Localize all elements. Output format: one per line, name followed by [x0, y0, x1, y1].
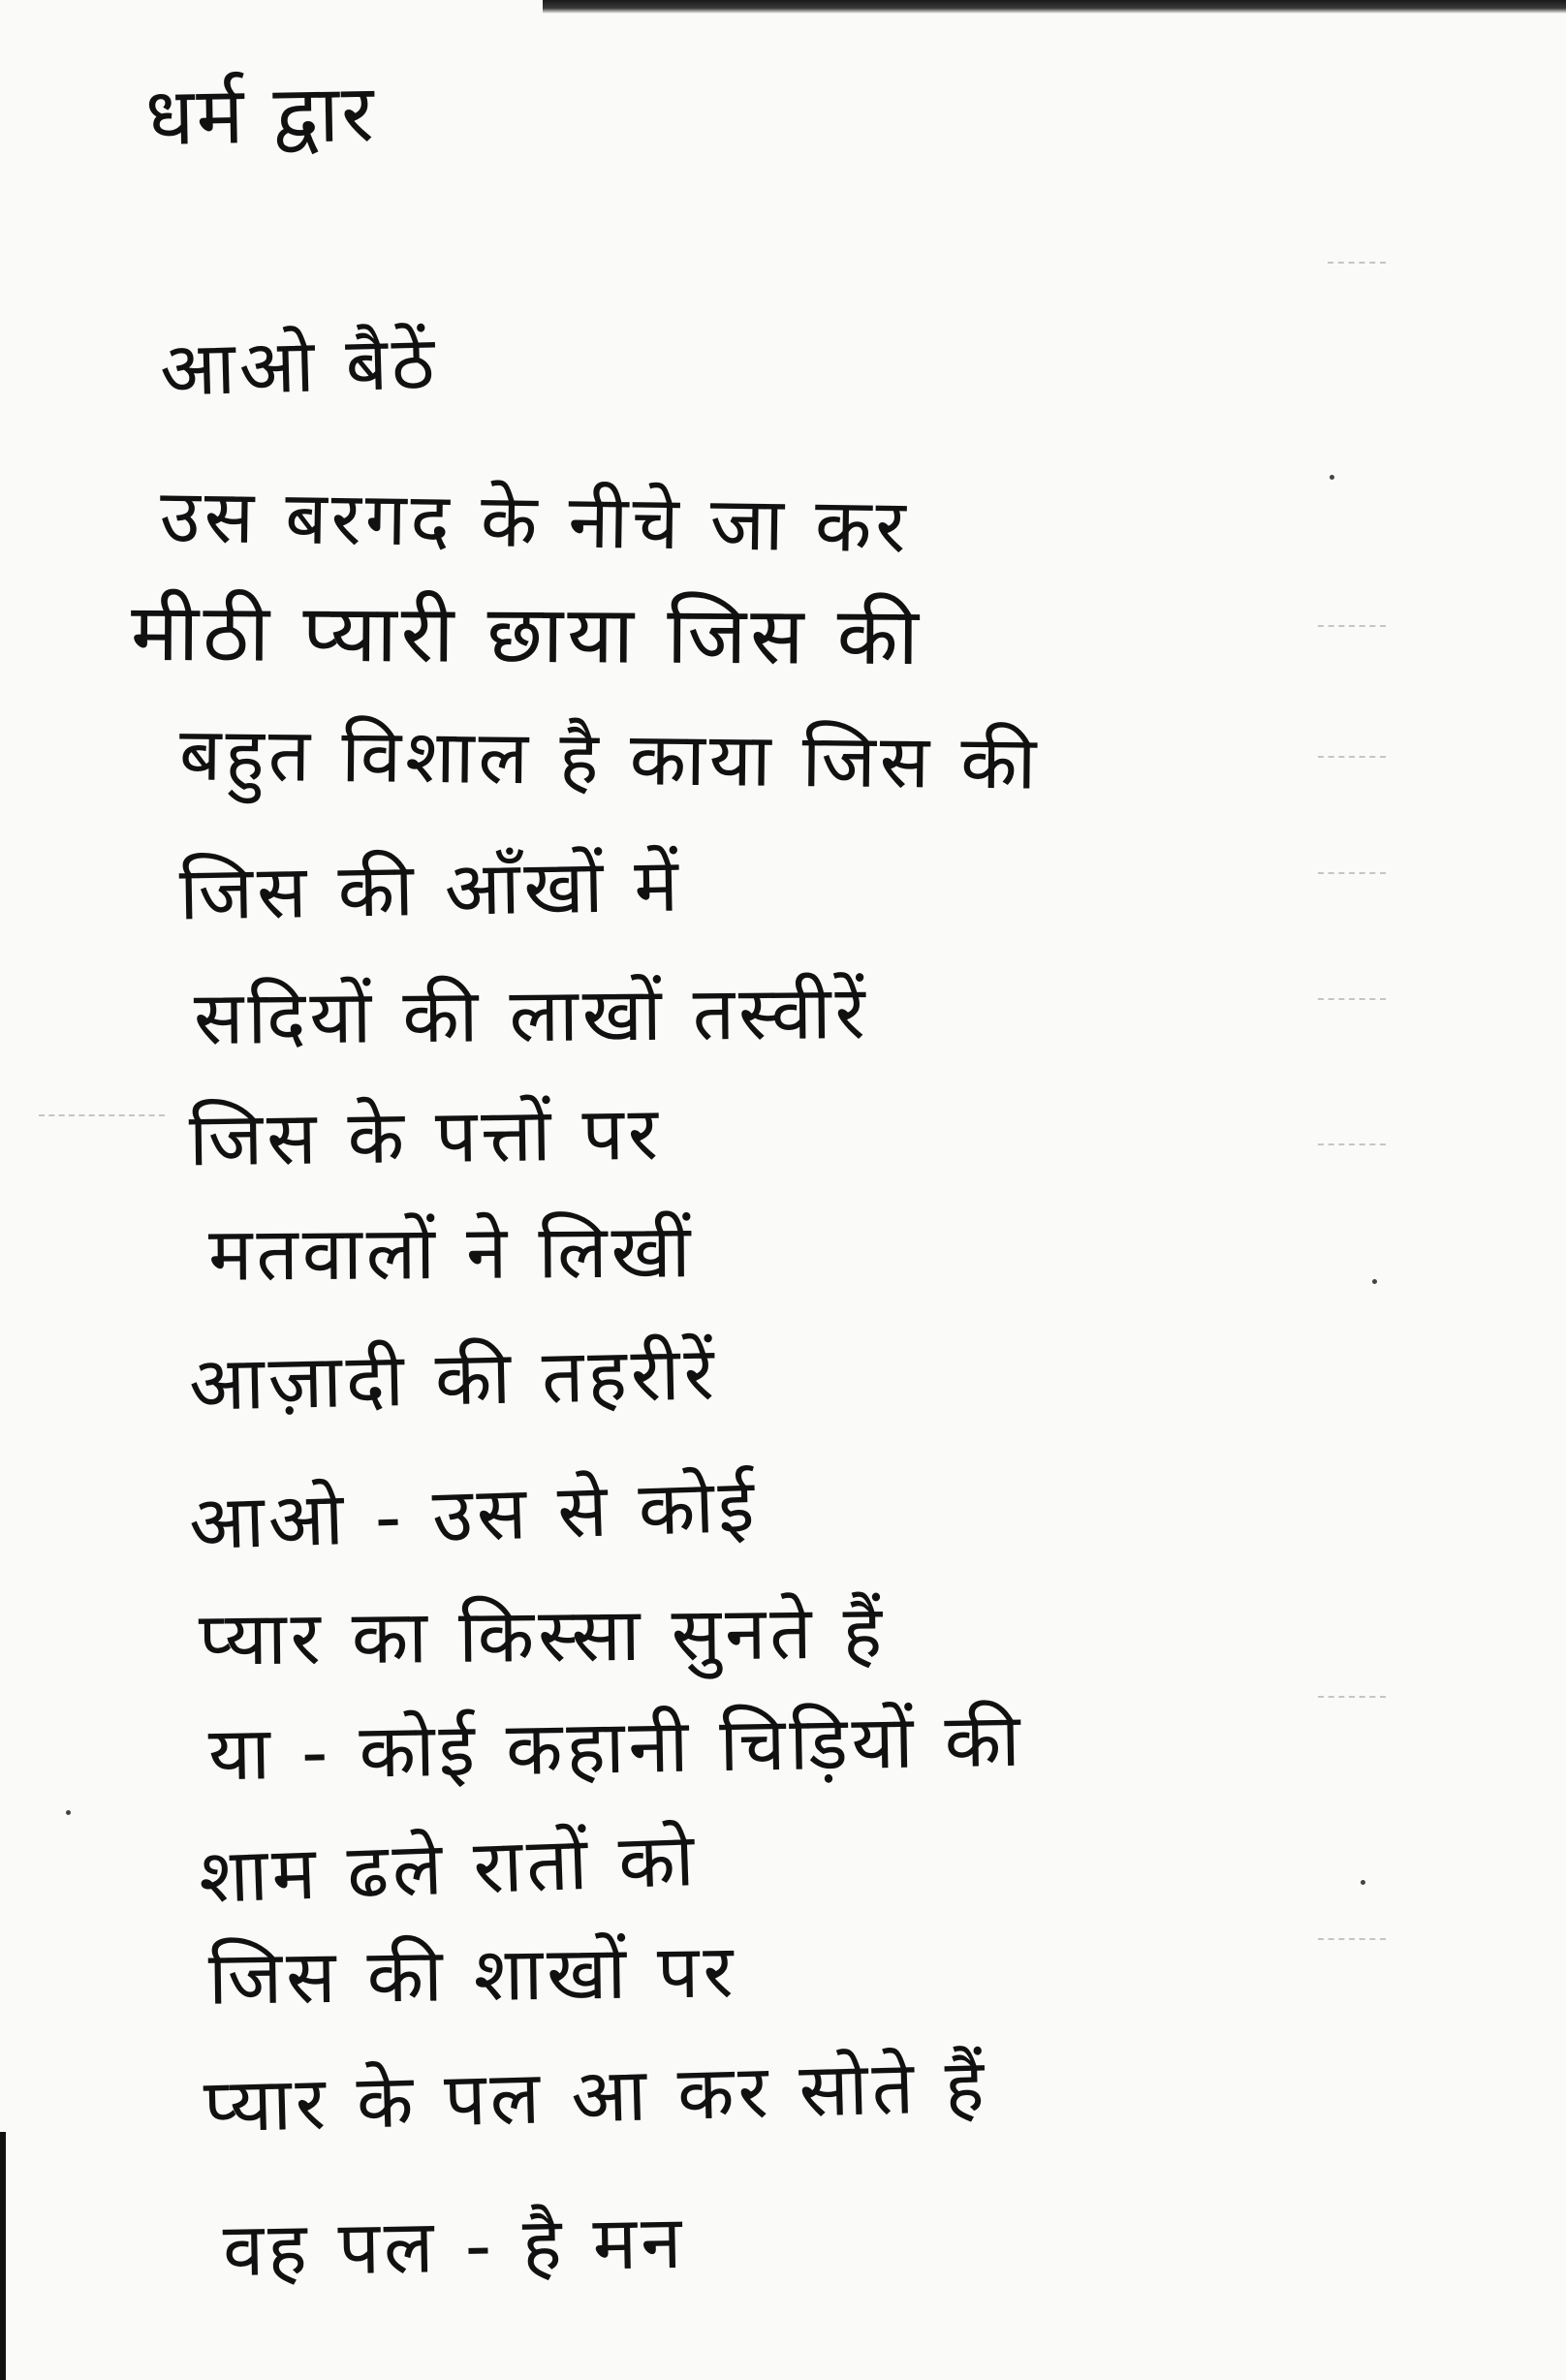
poem-line: सदियों की लाखों तस्वीरें [193, 968, 870, 1062]
poem-line: वह पल - है मन [222, 2198, 687, 2294]
ink-speck [66, 1810, 71, 1815]
scan-top-edge [543, 0, 1566, 14]
poem-line: आओ बैठें [158, 319, 440, 413]
ink-speck [1372, 1279, 1377, 1284]
ruled-line [1318, 998, 1386, 1000]
poem-line: मीठी प्यारी छाया जिस की [130, 586, 924, 684]
ink-speck [1361, 1880, 1365, 1885]
poem-line: मतवालों ने लिखीं [207, 1207, 695, 1298]
ruled-line [1318, 1938, 1386, 1940]
scan-left-edge [0, 2132, 6, 2380]
ruled-line [1318, 1143, 1386, 1145]
poem-title: धर्म द्वार [144, 67, 377, 165]
ruled-line [1318, 872, 1386, 874]
ruled-line [1318, 756, 1386, 758]
poem-line: शाम ढले रातों को [197, 1816, 700, 1920]
poem-line: आओ - उस से कोई [187, 1461, 760, 1567]
poem-line: बहुत विशाल है काया जिस की [178, 710, 1041, 806]
poem-line: जिस के पत्तों पर [188, 1089, 663, 1183]
poem-line: जिस की शाखों पर [207, 1927, 738, 2021]
ruled-line [39, 1114, 165, 1116]
ruled-line [1328, 262, 1386, 264]
poem-line: उस बरगद के नीचे जा कर [159, 472, 911, 570]
poem-line: प्यार के पल आ कर सोते हैं [202, 2042, 989, 2149]
poem-line: जिस की आँखों में [178, 841, 683, 937]
poem-line: आज़ादी की तहरीरें [188, 1330, 719, 1427]
ink-speck [1330, 475, 1334, 480]
poem-line: प्यार का किस्सा सुनते हैं [198, 1588, 887, 1682]
ruled-line [1318, 1696, 1386, 1698]
ruled-line [1318, 625, 1386, 627]
poem-line: या - कोई कहानी चिड़ियों की [207, 1696, 1025, 1798]
